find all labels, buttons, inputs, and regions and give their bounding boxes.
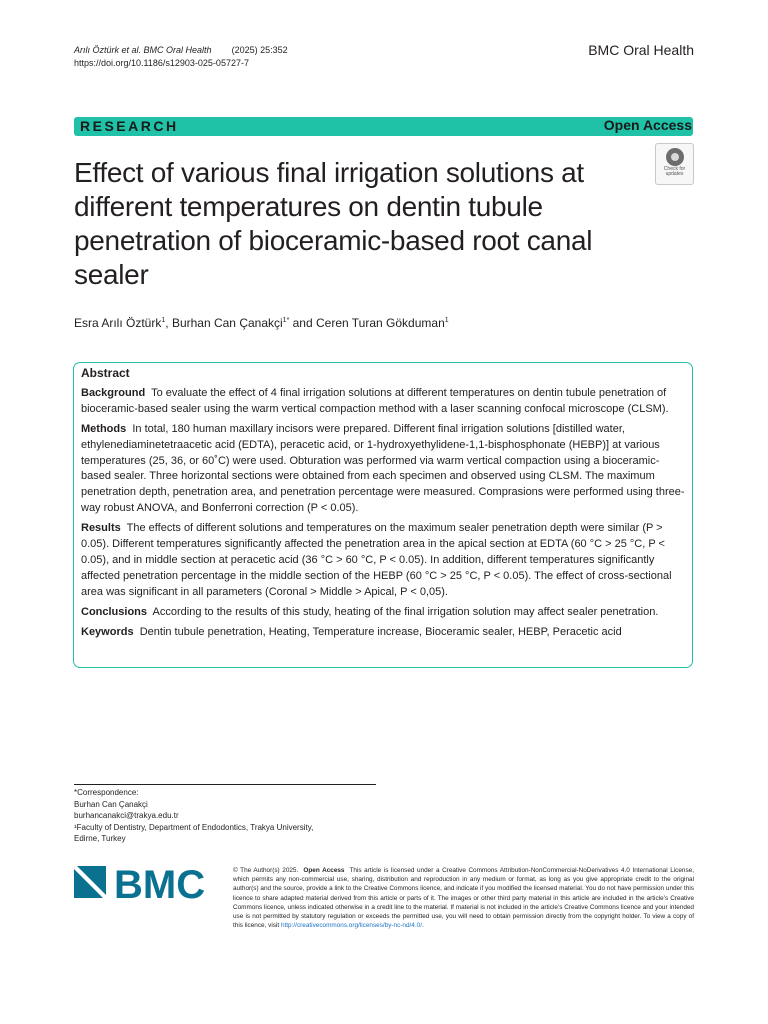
abstract-results — [81, 521, 687, 601]
abstract-keywords-label: Keywords — [81, 625, 134, 638]
article-type-label: RESEARCH — [80, 118, 179, 134]
bmc-logo-mark-icon — [74, 866, 106, 898]
check-for-updates-text-2: updates — [665, 171, 684, 177]
bmc-logo — [74, 866, 214, 904]
check-for-updates-text-1: Check for — [663, 166, 686, 172]
abstract-background — [81, 386, 687, 418]
footnote-divider — [74, 784, 376, 785]
abstract-conclusions — [81, 605, 687, 621]
license-suffix: . — [421, 922, 424, 930]
author-affiliation-mark: 1 — [161, 317, 166, 324]
running-header-citation — [74, 44, 288, 70]
license-link[interactable]: http://creativecommons.org/licenses/by-nc-nd/4.0/ — [280, 922, 422, 930]
abstract-background-label: Background — [81, 386, 146, 399]
open-access-label: Open Access — [603, 117, 692, 133]
abstract-background-text: To evaluate the effect of 4 final irrigation solutions at different temperatures on dentin tubule penetration of bioceramic-based sealer using the warm vertical compaction method with a laser scanning confocal microscope (CLSM). — [81, 386, 669, 415]
abstract-results-label: Results — [81, 522, 121, 535]
abstract-methods-text: In total, 180 human maxillary incisors were prepared. Different final irrigation solutions [distilled water, ethylenediaminetetraacetic acid (EDTA), peracetic acid, or 1-hydroxyethylidene-1,1-bisphosphonate (HEBP)] at various temperatures (25, 36, or 60˚C) were used. Obturation was performed via warm vertical compaction using a bioceramic-based sealer. Three horizontal sections were obtained from each specimen and observed using CLSM. The maximum penetration depth, penetration area, and penetration percentage were measured. Comprasions were performed using three-way robust ANOVA, and Bonferroni correction (P < 0.05). — [81, 422, 685, 515]
header-doi-link[interactable]: https://doi.org/10.1186/s12903-025-05727-7 — [74, 58, 249, 68]
abstract-keywords — [81, 625, 687, 641]
check-for-updates-badge[interactable] — [655, 143, 694, 185]
abstract-methods-label: Methods — [81, 422, 127, 435]
abstract-conclusions-label: Conclusions — [81, 605, 148, 618]
abstract-keywords-text: Dentin tubule penetration, Heating, Temperature increase, Bioceramic sealer, HEBP, Peracetic acid — [139, 625, 622, 638]
author-separator: , — [165, 316, 172, 330]
author-affiliation-mark: 1 — [444, 317, 449, 324]
article-title: Effect of various final irrigation solutions at different temperatures on dentin tubule penetration of bioceramic-based root canal sealer — [74, 157, 593, 290]
correspondence-label: *Correspondence: — [74, 788, 139, 797]
correspondence-email[interactable]: burhancanakci@trakya.edu.tr — [74, 811, 179, 821]
abstract-conclusions-text: According to the results of this study, heating of the final irrigation solution may affect sealer penetration. — [152, 605, 659, 618]
header-year-volume: (2025) 25:352 — [231, 45, 288, 55]
license-prefix: © The Author(s) 2025. — [233, 867, 299, 874]
author-name[interactable]: Ceren Turan Gökduman — [316, 316, 445, 330]
affiliation-line-2: Edirne, Turkey — [74, 834, 126, 844]
author-name[interactable]: Burhan Can Çanakçi — [171, 316, 283, 330]
author-name[interactable]: Esra Arılı Öztürk — [74, 316, 162, 330]
author-affiliation-mark: 1* — [282, 317, 290, 324]
license-open-access: Open Access — [303, 867, 345, 874]
license-body: This article is licensed under a Creative Commons Attribution-NonCommercial-NoDerivatives 4.0 International License, which permits any non-commercial use, sharing, distribution and reproduction in any medium or format, as long as you give appropriate credit to the original author(s) and the source, provide a link to the Creative Commons licence, and indicate if you modified the licensed material. You do not have permission under this licence to share adapted material derived from this article or parts of it. The images or other third party material in this article are included in the article’s Creative Commons licence, unless indicated otherwise in a credit line to the material. If material is not included in the article’s Creative Commons licence and your intended use is not permitted by statutory regulation or exceeds the permitted use, you will need to obtain permission directly from the copyright holder. To view a copy of this licence, visit — [233, 867, 694, 930]
abstract-methods — [81, 422, 687, 517]
affiliation-line-1: ¹Faculty of Dentistry, Department of Endodontics, Trakya University, — [74, 822, 314, 832]
journal-name: BMC Oral Health — [588, 42, 694, 58]
header-authors: Arılı Öztürk et al. — [74, 45, 142, 55]
abstract-results-text: The effects of different solutions and temperatures on the maximum sealer penetration depth were similar (P > 0.05). Different temperatures significantly affected the penetration area in the apical section at EDTA (60 °C > 25 °C, P < 0.05), and in middle section at peracetic acid (36 °C > 60 °C, P < 0.05). In addition, different temperatures significantly affected penetration percentage in the middle section of the HEBP (60 °C > 25 °C, P < 0.05). The effect of cross-sectional area was significant in all parameters (Coronal > Middle > Apical, P < 0,05). — [81, 522, 672, 598]
correspondence-name: Burhan Can Çanakçi — [74, 799, 148, 809]
header-journal-short: BMC Oral Health — [143, 45, 212, 55]
license-statement — [233, 866, 694, 930]
author-list — [74, 316, 449, 330]
author-separator: and — [289, 316, 316, 330]
check-for-updates-icon — [666, 148, 684, 166]
correspondence-block — [74, 787, 313, 845]
abstract-heading: Abstract — [81, 366, 130, 380]
bmc-logo-text: BMC — [114, 866, 206, 904]
abstract-content — [81, 366, 687, 645]
